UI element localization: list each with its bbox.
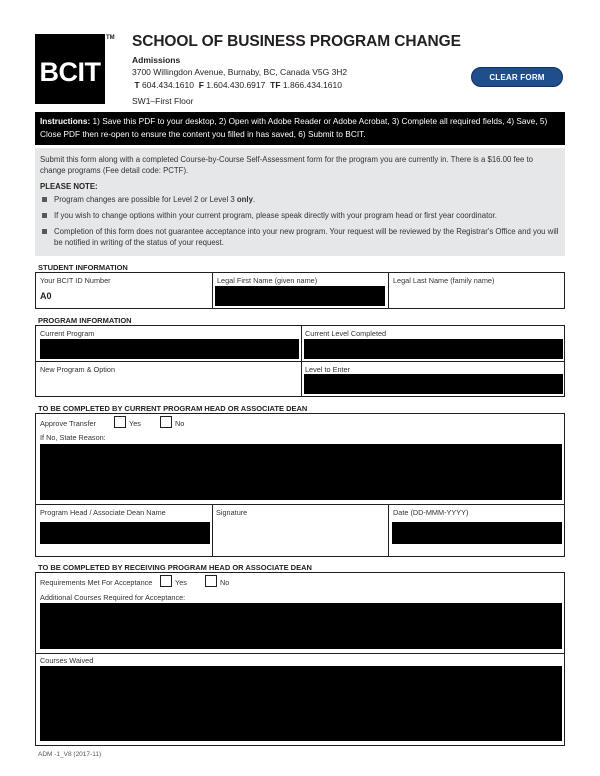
current-program-label: Current Program — [40, 329, 95, 338]
date-input[interactable] — [392, 522, 562, 544]
requirements-no-label: No — [220, 578, 230, 587]
receiving-head-heading: TO BE COMPLETED BY RECEIVING PROGRAM HEAD OR ASSOCIATE DEAN — [38, 563, 312, 572]
department-name: Admissions — [132, 55, 181, 65]
requirements-yes-label: Yes — [175, 578, 187, 587]
program-info-heading: PROGRAM INFORMATION — [38, 316, 132, 325]
reason-input[interactable] — [40, 444, 562, 500]
approve-no-checkbox[interactable] — [160, 416, 172, 428]
first-name-label: Legal First Name (given name) — [217, 276, 318, 285]
current-head-table — [35, 413, 565, 557]
note-item: If you wish to change options within your current program, please speak directly with your program head or first year coordinator. — [40, 210, 560, 221]
signature-label: Signature — [216, 508, 248, 517]
bcit-id-input[interactable]: A0 — [40, 291, 52, 301]
phone-numbers: T 604.434.1610 F 1.604.430.6917 TF 1.866.434.1610 — [134, 80, 342, 90]
courses-waived-label: Courses Waived — [40, 656, 94, 665]
notes-box — [35, 148, 565, 256]
receiving-head-table — [35, 572, 565, 746]
courses-waived-input[interactable] — [40, 666, 562, 741]
instructions-banner: Instructions: 1) Save this PDF to your desktop, 2) Open with Adobe Reader or Adobe Acrobat, 3) Complete all required fields, 4) Save, 5) Close PDF then re-open to ensure the content you filled in has saved, 6) Submit to BCIT. — [35, 112, 565, 145]
new-program-input[interactable] — [40, 375, 299, 395]
address: 3700 Willingdon Avenue, Burnaby, BC, Canada V5G 3H2 — [132, 67, 348, 77]
notes-intro: Submit this form along with a completed Course-by-Course Self-Assessment form for the program you are currently in. There is a $16.00 fee to change programs (Fee detail code: PCTF). — [40, 155, 534, 175]
note-item: Completion of this form does not guarantee acceptance into your new program. Your request will be reviewed by the Registrar's Office and you will be notified in writing of the status of your request. — [40, 226, 560, 248]
level-enter-label: Level to Enter — [305, 365, 351, 374]
approve-yes-label: Yes — [129, 419, 141, 428]
current-level-input[interactable] — [304, 339, 563, 359]
note-item: Program changes are possible for Level 2 or Level 3 only. — [40, 194, 560, 205]
reason-label: If No, State Reason: — [40, 433, 106, 442]
level-enter-input[interactable] — [304, 374, 563, 394]
clear-form-button[interactable]: CLEAR FORM — [471, 67, 563, 87]
additional-courses-input[interactable] — [40, 603, 562, 649]
first-name-input[interactable] — [215, 286, 385, 306]
please-note-heading: PLEASE NOTE: — [40, 182, 98, 191]
last-name-label: Legal Last Name (family name) — [393, 276, 495, 285]
requirements-no-checkbox[interactable] — [205, 575, 217, 587]
bcit-logo: BCIT — [35, 34, 105, 104]
requirements-yes-checkbox[interactable] — [160, 575, 172, 587]
signature-field[interactable] — [215, 518, 385, 552]
new-program-label: New Program & Option — [40, 365, 116, 374]
last-name-input[interactable] — [391, 286, 561, 306]
page-title: SCHOOL OF BUSINESS PROGRAM CHANGE — [132, 33, 461, 50]
current-level-label: Current Level Completed — [305, 329, 387, 338]
approve-yes-checkbox[interactable] — [114, 416, 126, 428]
student-info-heading: STUDENT INFORMATION — [38, 263, 128, 272]
approve-transfer-label: Approve Transfer — [40, 419, 96, 428]
trademark-mark: TM — [106, 35, 115, 41]
student-info-table — [35, 272, 565, 309]
dean-name-label: Program Head / Associate Dean Name — [40, 508, 166, 517]
program-info-table — [35, 325, 565, 397]
current-head-heading: TO BE COMPLETED BY CURRENT PROGRAM HEAD OR ASSOCIATE DEAN — [38, 404, 308, 413]
approve-no-label: No — [175, 419, 185, 428]
form-code: ADM -1_V8 (2017-11) — [38, 751, 102, 758]
dean-name-input[interactable] — [40, 522, 210, 544]
requirements-label: Requirements Met For Acceptance — [40, 578, 153, 587]
office-location: SW1–First Floor — [132, 96, 194, 106]
bcit-id-label: Your BCIT ID Number — [40, 276, 111, 285]
date-label: Date (DD-MMM-YYYY) — [393, 508, 469, 517]
additional-courses-label: Additional Courses Required for Acceptance: — [40, 593, 186, 602]
current-program-input[interactable] — [40, 339, 299, 359]
